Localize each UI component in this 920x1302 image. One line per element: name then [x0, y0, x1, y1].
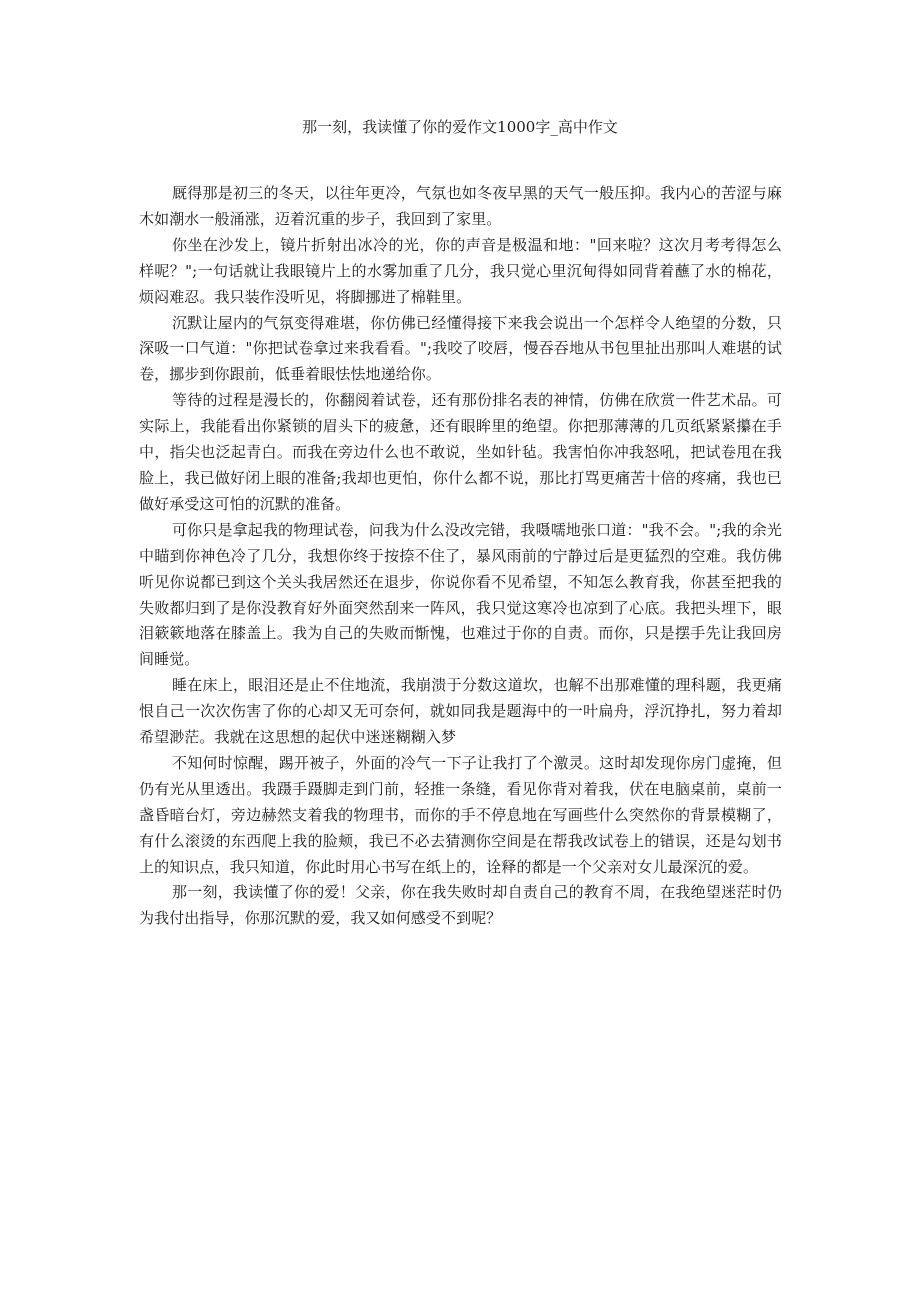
paragraph: 睡在床上，眼泪还是止不住地流，我崩溃于分数这道坎，也解不出那难懂的理科题，我更痛恨自己一次次伤害了你的心却又无可奈何，就如同我是题海中的一叶扁舟，浮沉挣扎，努力着却希望渺茫。我就在这思想的起伏中迷迷糊糊入梦 — [139, 676, 782, 747]
paragraph: 厩得那是初三的冬天，以往年更冷，气氛也如冬夜早黑的天气一般压抑。我内心的苦涩与麻木如潮水一般涌涨，迈着沉重的步子，我回到了家里。 — [139, 184, 782, 228]
document-body — [139, 181, 782, 932]
paragraph: 沉默让屋内的气氛变得难堪，你仿佛已经懂得接下来我会说出一个怎样令人绝望的分数，只深吸一口气道："你把试卷拿过来我看看。";我咬了咬唇，慢吞吞地从书包里扯出那叫人难堪的试卷，挪步到你跟前，低垂着眼怯怯地递给你。 — [139, 313, 782, 384]
paragraph: 你坐在沙发上，镜片折射出冰冷的光，你的声音是极温和地："回来啦？这次月考考得怎么样呢？";一句话就让我眼镜片上的水雾加重了几分，我只觉心里沉甸得如同背着蘸了水的棉花，烦闷难忍。我只装作没听见，将脚挪进了棉鞋里。 — [139, 235, 782, 306]
paragraph: 可你只是拿起我的物理试卷，问我为什么没改完错，我嗫嚅地张口道："我不会。";我的余光中瞄到你神色冷了几分，我想你终于按捺不住了，暴风雨前的宁静过后是更猛烈的空难。我仿佛听见你说都已到这个关头我居然还在退步，你说你看不见希望，不知怎么教育我，你甚至把我的失败都归到了是你没教育好外面突然刮来一阵风，我只觉这寒冷也凉到了心底。我把头埋下，眼泪簌簌地落在膝盖上。我为自己的失败而惭愧，也难过于你的自责。而你，只是摆手先让我回房间睡觉。 — [139, 520, 782, 669]
paragraph: 那一刻，我读懂了你的爱！父亲，你在我失败时却自责自己的教育不周，在我绝望迷茫时仍为我付出指导，你那沉默的爱，我又如何感受不到呢？ — [139, 883, 782, 928]
document-title: 那一刻，我读懂了你的爱作文1000字_高中作文 — [302, 118, 618, 136]
paragraph: 等待的过程是漫长的，你翻阅着试卷，还有那份排名表的神情，仿佛在欣赏一件艺术品。可实际上，我能看出你紧锁的眉头下的疲惫，还有眼眸里的绝望。你把那薄薄的几页纸紧紧攥在手中，指尖也泛起青白。而我在旁边什么也不敢说，坐如针毡。我害怕你冲我怒吼，把试卷甩在我脸上，我已做好闭上眼的准备;我却也更怕，你什么都不说，那比打骂更痛苦十倍的疼痛，我也已做好承受这可怕的沉默的准备。 — [139, 391, 782, 513]
paragraph: 不知何时惊醒，踢开被子，外面的冷气一下子让我打了个激灵。这时却发现你房门虚掩，但仍有光从里透出。我蹑手蹑脚走到门前，轻推一条缝，看见你背对着我，伏在电脑桌前，桌前一盏昏暗台灯，旁边赫然支着我的物理书，而你的手不停息地在写画些什么突然你的背景模糊了，有什么滚烫的东西爬上我的脸颊，我已不必去猜测你空间是在帮我改试卷上的错误，还是勾划书上的知识点，我只知道，你此时用心书写在纸上的，诠释的都是一个父亲对女儿最深沉的爱。 — [139, 753, 782, 876]
